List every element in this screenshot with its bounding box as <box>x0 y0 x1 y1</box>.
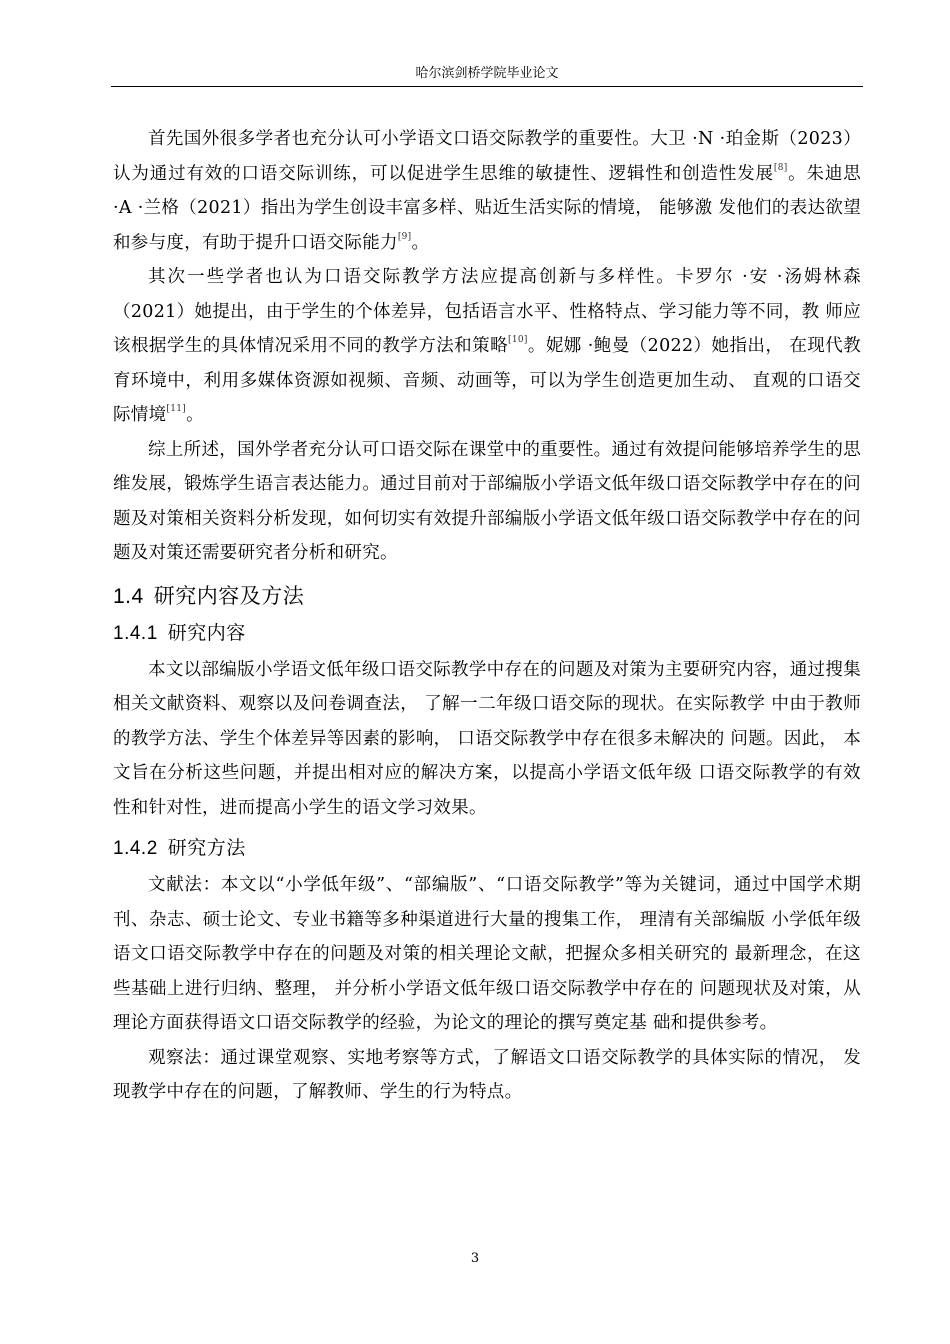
paragraph-foreign-importance <box>113 122 861 260</box>
paragraph-text: 其次一些学者也认为口语交际教学方法应提高创新与多样性。卡罗尔 ·安 ·汤姆林森 （2021）她提出，由于学生的个体差异，包括语言水平、性格特点、学习能力等不同，教 师应该根据学生的具体情况采用不同的教学方法和策略 <box>113 267 861 356</box>
citation-ref: [10] <box>508 335 528 345</box>
page-header-title: 哈尔滨剑桥学院毕业论文 <box>415 66 559 81</box>
section-title: 研究方法 <box>167 837 246 859</box>
paragraph-text: 。朱迪思 ·A ·兰格（2021）指出为学生创设丰富多样、贴近生活实际的情境， 能够激 发他们的表达欲望和参与度，有助于提升口语交际能力 <box>113 163 861 253</box>
paragraph-text: 。 <box>411 232 430 253</box>
paragraph-teaching-methods <box>113 260 861 433</box>
paragraph-literature-method: 文献法：本文以“小学低年级”、“部编版”、“口语交际教学”等为关键词，通过中国学术期刊、杂志、硕士论文、专业书籍等多种渠道进行大量的搜集工作， 理清有关部编版 小学低年级语文口语交际教学中存在的问题及对策的相关理论文献，把握众多相关研究的 最新理念，在这些基础上进行归纳、整理， 并分析小学语文低年级口语交际教学中存在的 问题现状及对策，从理论方面获得语文口语交际教学的经验，为论文的理论的撰写奠定基 础和提供参考。 <box>113 875 861 1033</box>
section-heading-1-4-2 <box>113 835 861 862</box>
section-title: 研究内容及方法 <box>153 583 305 608</box>
paragraph-text: 。妮娜 ·鲍曼（2022）她指出， 在现代教育环境中，利用多媒体资源如视频、音频、动画等，可以为学生创造更加生动、 直观的口语交际情境 <box>113 336 861 425</box>
paragraph-text: 首先国外很多学者也充分认可小学语文口语交际教学的重要性。大卫 ·N ·珀金斯（2023）认为通过有效的口语交际训练，可以促进学生思维的敏捷性、逻辑性和创造性发展 <box>113 129 861 184</box>
section-heading-1-4 <box>113 583 861 610</box>
paragraph-summary: 综上所述，国外学者充分认可口语交际在课堂中的重要性。通过有效提问能够培养学生的思维发展，锻炼学生语言表达能力。通过目前对于部编版小学语文低年级口语交际教学中存在的问题及对策相关资料分析发现，如何切实有效提升部编版小学语文低年级口语交际教学中存在的问题及对策还需要研究者分析和研究。 <box>113 439 861 563</box>
header-divider <box>111 86 863 87</box>
citation-ref: [8] <box>773 162 788 173</box>
paragraph-research-content: 本文以部编版小学语文低年级口语交际教学中存在的问题及对策为主要研究内容，通过搜集相关文献资料、观察以及问卷调查法， 了解一二年级口语交际的现状。在实际教学 中由于教师的教学方法、学生个体差异等因素的影响， 口语交际教学中存在很多未解决的 问题。因此， 本文旨在分析这些问题，并提出相对应的解决方案，以提高小学语文低年级 口语交际教学的有效性和针对性，进而提高小学生的语文学习效果。 <box>113 659 861 818</box>
section-number: 1.4 <box>113 584 144 608</box>
citation-ref: [9] <box>397 231 412 242</box>
page-number: 3 <box>470 1251 480 1266</box>
section-number: 1.4.2 <box>113 838 158 859</box>
section-number: 1.4.1 <box>113 622 158 644</box>
section-title: 研究内容 <box>167 621 246 644</box>
paragraph-observation-method: 观察法：通过课堂观察、实地考察等方式，了解语文口语交际教学的具体实际的情况， 发现教学中存在的问题，了解教师、学生的行为特点。 <box>113 1047 861 1102</box>
paragraph-text: 。 <box>186 405 204 425</box>
section-heading-1-4-1 <box>113 620 861 647</box>
document-body <box>113 122 861 1110</box>
citation-ref: [11] <box>166 404 187 414</box>
